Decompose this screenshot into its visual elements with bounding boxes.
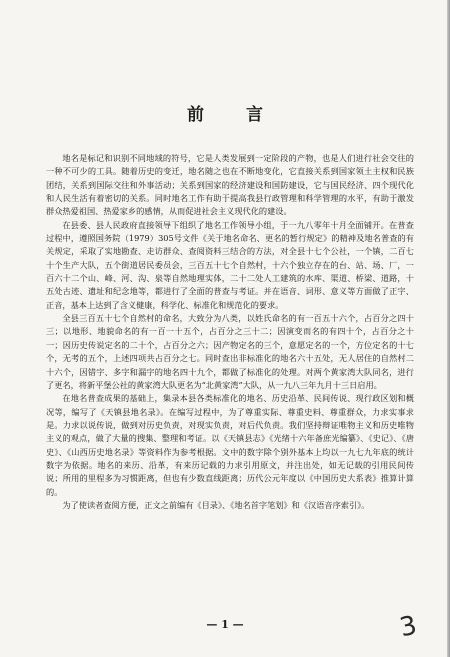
paragraph-4: 在地名普查成果的基础上，集录本县各类标准化的地名、历史沿革、民间传说、现行政区划和概况等，编写了《天镇县地名录》。在编写过程中，为了尊重实际、尊重史料、尊重群众，力求实事求是。力求以说传说，做到对历史负责，对现实负责，对后代负责。我们坚持辩证唯物主义和历史唯物主义的观点，做了大量的搜集、整理和考证。以《天镇县志》《光绪十六年备庶光编纂》、《史记》、《唐史》、《山西历史地名录》等资料作为参考根据。文中的数字除个别外基本上均以一九七九年底的统计数字为依据。地名的来历、沿革，有来历记载的力求引用原文，并注出处，如无记载的引用民间传说；所用的里程多为习惯距离，但也有少数直线距离；历代公元年度以《中国历史大系表》推算计算的。 (46, 393, 414, 497)
paragraph-2: 在县委、县人民政府直接领导下组织了地名工作领导小组，于一九八零年十月全面铺开。在普查过程中，遵照国务院（1979）305号文件《关于地名命名、更名的暂行规定》的精神及地名普查的有关规定，采取了实地勘查、走访群众、查阅资料三结合的方法，对全县十七个公社，一个镇，二百七十个生产大队，五个街道居民委员会，三百五十七个自然村，十六个独立存在的台、站、场、厂，一百六十二个山、峰、河、沟、泉等自然地理实体，二十二处人工建筑的水库、渠道、桥梁、道路，十五处古迹、遗址和纪念地等，都进行了全面的普查与考证。并在语音、词形、意义等方面做了正字、正音，基本上达到了含义健康，科学化、标准化和规范化的要求。 (46, 219, 414, 310)
paragraph-3: 全县三百五十七个自然村的命名，大致分为八类，以姓氏命名的有一百五十六个，占百分之四十三；以地形、地貌命名的有一百一十五个，占百分之三十二；因演变而名的有四十个，占百分之十一；因历史传说定名的二十个，占百分之六；因产物定名的三个，意愿定名的一个，方位定名的十七个，无考的五个，上述四项共占百分之七。同时查出非标准化的地名六十五处，无人居住的自然村二十六个，因错字、多字和漏字的地名四十九个，都做了标准化的处理。对两个黄家湾大队同名，进行了更名，将新平堡公社的黄家湾大队更名为“北黄家湾”大队，从一九八三年九月十三日启用。 (46, 313, 414, 390)
paragraph-5: 为了使读者查阅方便，正文之前编有《目录》、《地名首字笔划》和《汉语音序索引》。 (62, 499, 370, 510)
page-number: — 1 — (206, 618, 244, 631)
paragraph-1: 地名是标记和识别不同地域的符号，它是人类发展到一定阶段的产物，也是人们进行社会交往的一种不可少的工具。随着历史的变迁，地名随之也在不断地变化，它直接关系到国家领土主权和民族团结，关系到国际交往和外事活动；关系到国家的经济建设和国防建设，它与国民经济、四个现代化和人民生活有着密切的关系。同时地名工作有助于提高我县行政管理和科学管理的水平，有助于激发群众热爱祖国、热爱家乡的感情，从而促进社会主义现代化的建设。 (46, 153, 414, 217)
handwritten-mark: 3 (397, 610, 420, 644)
preface-body (46, 152, 414, 512)
page-title: 前 言 (187, 105, 281, 125)
